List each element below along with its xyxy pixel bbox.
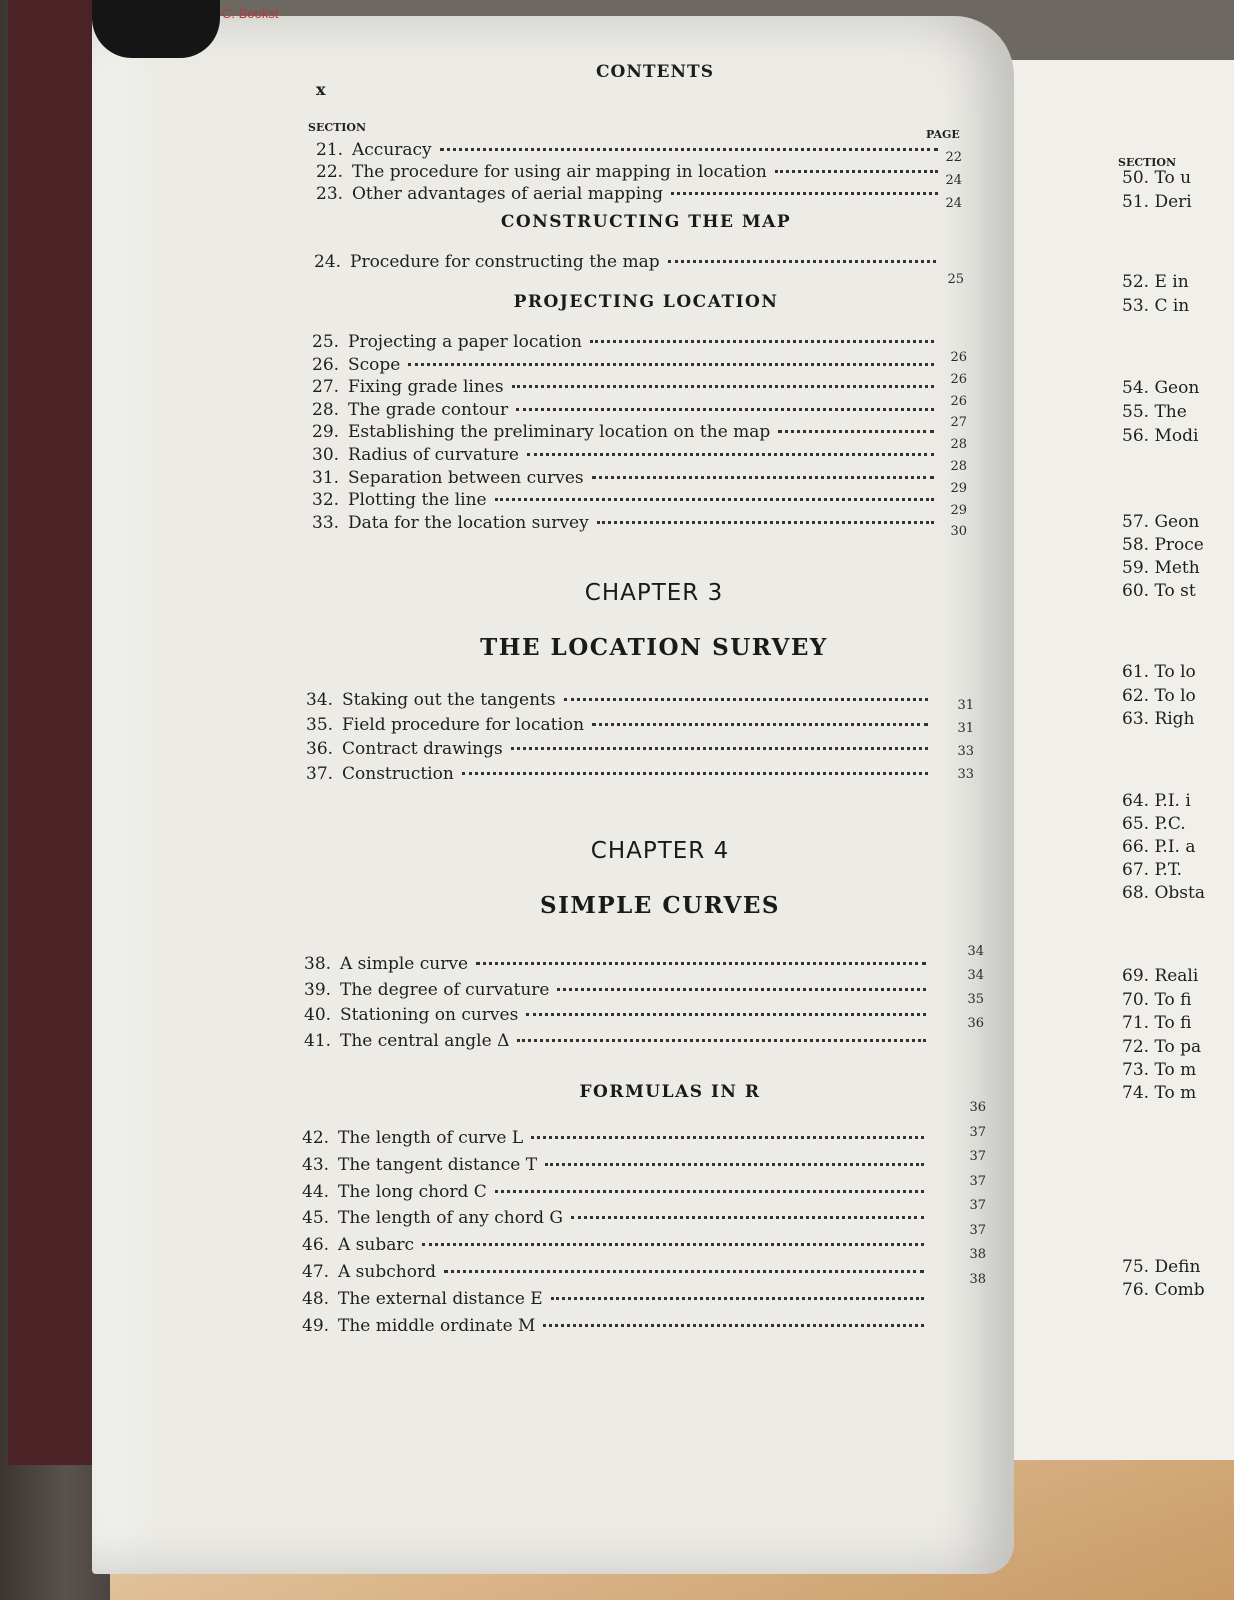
dot-leader [512, 385, 934, 388]
entry-number: 36. [306, 739, 334, 759]
entry-page-number: 34 [967, 968, 984, 983]
entry-number: 29. [312, 422, 340, 443]
toc-entry [312, 490, 942, 510]
dot-leader [476, 962, 926, 965]
entry-page-number: 24 [945, 196, 962, 211]
entry-number: 23. [316, 184, 344, 204]
right-page-entry: 52. E in [1122, 272, 1189, 292]
section-column-header: SECTION [308, 121, 367, 134]
entry-title: Procedure for constructing the map [350, 252, 660, 272]
right-page-entry: 74. To m [1122, 1083, 1197, 1103]
entry-number: 44. [302, 1181, 330, 1202]
entry-page-number: 37 [969, 1149, 986, 1164]
toc-entry [316, 140, 946, 160]
entry-title: Accuracy [352, 140, 432, 160]
entry-page-number: 36 [969, 1100, 986, 1115]
entry-title: Stationing on curves [340, 1005, 519, 1025]
right-page-entry: 57. Geon [1122, 512, 1200, 532]
right-page-section-header: SECTION [1118, 156, 1177, 169]
entry-page-number: 29 [950, 480, 967, 496]
toc-entry [304, 980, 934, 1000]
right-page-entry: 63. Righ [1122, 709, 1195, 729]
entry-title: Plotting the line [348, 490, 487, 511]
right-page-entry: 65. P.C. [1122, 814, 1186, 834]
entry-title: The central angle Δ [340, 1030, 510, 1051]
dot-leader [668, 260, 936, 263]
toc-entry [312, 513, 942, 533]
toc-entry [316, 184, 946, 204]
entry-title: Establishing the preliminary location on the map [348, 422, 771, 443]
entry-title: The length of curve L [338, 1128, 524, 1148]
entry-page-number: 37 [969, 1198, 986, 1213]
right-page-entry: 60. To st [1122, 581, 1196, 601]
dot-leader [422, 1243, 924, 1246]
right-page-entry: 72. To pa [1122, 1037, 1202, 1057]
entry-title: Scope [348, 354, 401, 375]
dot-leader [551, 1297, 924, 1300]
entry-page-number: 29 [950, 502, 967, 518]
entry-number: 45. [302, 1208, 330, 1229]
toc-entry [312, 422, 942, 442]
dot-leader [526, 1013, 926, 1016]
entry-title: A subarc [338, 1235, 415, 1256]
right-page-entry: 76. Comb [1122, 1280, 1205, 1300]
entry-title: The middle ordinate M [338, 1315, 536, 1336]
toc-entry [306, 764, 936, 784]
entry-number: 37. [306, 763, 334, 784]
entry-title: Data for the location survey [348, 512, 589, 533]
entry-title: The procedure for using air mapping in location [352, 162, 767, 182]
entry-page-number: 28 [950, 437, 967, 453]
entry-title: Other advantages of aerial mapping [352, 184, 664, 204]
entry-page-number: 25 [947, 272, 964, 287]
dot-leader [516, 408, 934, 411]
running-title: CONTENTS [596, 62, 714, 82]
entry-page-number: 28 [950, 459, 967, 474]
dot-leader [408, 363, 934, 366]
dot-leader [462, 772, 928, 775]
toc-entry [312, 355, 942, 375]
entry-title: Radius of curvature [348, 445, 519, 465]
toc-entry [312, 332, 942, 352]
entry-page-number: 26 [950, 393, 967, 409]
toc-entry [304, 954, 934, 974]
entry-title: A subchord [338, 1262, 436, 1282]
entry-page-number: 26 [950, 371, 967, 387]
entry-title: Staking out the tangents [342, 690, 556, 710]
toc-entry [306, 739, 936, 759]
binder-clip [92, 0, 220, 58]
toc-entry [302, 1316, 932, 1336]
right-page-entry: 58. Proce [1122, 535, 1204, 555]
entry-title: The tangent distance T [338, 1154, 538, 1175]
entry-page-number: 27 [950, 415, 967, 431]
entry-title: The grade contour [348, 399, 509, 420]
entry-page-number: 24 [945, 173, 962, 188]
dot-leader [444, 1270, 924, 1273]
chapter-3-title: THE LOCATION SURVEY [480, 634, 828, 661]
entry-number: 27. [312, 377, 340, 398]
entry-page-number: 31 [957, 698, 974, 713]
toc-entry [312, 445, 942, 465]
dot-leader [527, 453, 934, 456]
dot-leader [590, 340, 934, 343]
entry-number: 22. [316, 162, 344, 182]
toc-entry [302, 1155, 932, 1175]
entry-title: Field procedure for location [342, 714, 585, 735]
right-page-entry: 66. P.I. a [1122, 837, 1196, 857]
entry-number: 30. [312, 445, 340, 465]
entry-number: 28. [312, 399, 340, 420]
entry-number: 31. [312, 467, 340, 488]
toc-entry [302, 1182, 932, 1202]
entry-title: The length of any chord G [338, 1208, 563, 1229]
right-page-entry: 68. Obsta [1122, 883, 1205, 903]
toc-entry [302, 1289, 932, 1309]
right-page-entry: 55. The [1122, 402, 1187, 422]
entry-number: 48. [302, 1288, 330, 1309]
right-page-entry: 73. To m [1122, 1060, 1197, 1080]
right-page-entry: 59. Meth [1122, 558, 1200, 578]
entry-page-number: 33 [957, 744, 974, 759]
entry-page-number: 31 [957, 721, 974, 736]
entry-number: 39. [304, 979, 332, 1000]
entry-page-number: 38 [969, 1247, 986, 1262]
entry-page-number: 35 [967, 992, 984, 1007]
dot-leader [557, 988, 926, 991]
page-column-header: PAGE [926, 128, 960, 141]
entry-title: Fixing grade lines [348, 377, 504, 398]
dot-leader [597, 521, 934, 524]
entry-page-number: 37 [969, 1222, 986, 1238]
entry-number: 40. [304, 1005, 332, 1025]
entry-number: 42. [302, 1128, 330, 1148]
dot-leader [495, 498, 934, 501]
dot-leader [517, 1039, 926, 1042]
dot-leader [440, 148, 938, 151]
right-page-entry: 61. To lo [1122, 662, 1196, 682]
entry-title: Separation between curves [348, 467, 584, 488]
entry-title: Projecting a paper location [348, 332, 582, 352]
toc-entry [302, 1208, 932, 1228]
entry-number: 47. [302, 1262, 330, 1282]
entry-title: The degree of curvature [340, 979, 550, 1000]
toc-entry [314, 252, 944, 272]
toc-entry [302, 1235, 932, 1255]
entry-title: Construction [342, 763, 454, 784]
dot-leader [592, 723, 928, 726]
label-strip: C. Bookst [222, 6, 279, 21]
right-page-entry: 50. To u [1122, 168, 1192, 188]
dot-leader [531, 1136, 924, 1139]
entry-number: 32. [312, 490, 340, 511]
entry-page-number: 30 [950, 524, 967, 540]
toc-entry [302, 1262, 932, 1282]
section-heading-projecting: PROJECTING LOCATION [513, 292, 779, 312]
page-number: x [316, 80, 326, 99]
entry-page-number: 33 [957, 767, 974, 782]
entry-number: 24. [314, 252, 342, 272]
dot-leader [775, 170, 938, 173]
entry-number: 43. [302, 1154, 330, 1175]
dot-leader [592, 476, 934, 479]
chapter-3-label: CHAPTER 3 [584, 580, 724, 606]
right-page-entry: 75. Defin [1122, 1257, 1201, 1277]
toc-entry [312, 377, 942, 397]
right-page-entry: 51. Deri [1122, 192, 1192, 212]
right-page-entry: 64. P.I. i [1122, 791, 1191, 811]
right-page [1010, 60, 1234, 1460]
dot-leader [564, 698, 928, 701]
right-page-entry: 56. Modi [1122, 426, 1199, 446]
right-page-entry: 53. C in [1122, 296, 1190, 316]
entry-number: 34. [306, 690, 334, 710]
section-heading-formulas: FORMULAS IN R [579, 1082, 761, 1102]
entry-page-number: 34 [967, 944, 984, 959]
entry-number: 38. [304, 954, 332, 974]
toc-entry [306, 715, 936, 735]
chapter-4-title: SIMPLE CURVES [540, 892, 780, 919]
dot-leader [495, 1190, 924, 1193]
toc-entry [306, 690, 936, 710]
entry-title: The external distance E [338, 1288, 543, 1309]
dot-leader [511, 747, 928, 750]
dot-leader [778, 430, 934, 433]
entry-number: 35. [306, 714, 334, 735]
entry-page-number: 22 [945, 150, 962, 165]
right-page-entry: 70. To fi [1122, 990, 1192, 1010]
entry-title: A simple curve [340, 954, 469, 974]
entry-number: 21. [316, 140, 344, 160]
right-page-entry: 54. Geon [1122, 378, 1200, 398]
chapter-4-label: CHAPTER 4 [590, 838, 730, 864]
entry-page-number: 26 [950, 350, 967, 365]
dot-leader [671, 192, 938, 195]
entry-title: Contract drawings [342, 739, 503, 759]
left-page [92, 16, 1014, 1574]
entry-number: 49. [302, 1315, 330, 1336]
toc-entry [312, 468, 942, 488]
toc-entry [304, 1031, 934, 1051]
entry-title: The long chord C [338, 1181, 487, 1202]
entry-page-number: 37 [969, 1173, 986, 1189]
entry-page-number: 38 [969, 1271, 986, 1287]
entry-page-number: 37 [969, 1124, 986, 1140]
dot-leader [571, 1216, 924, 1219]
right-page-entry: 69. Reali [1122, 966, 1199, 986]
toc-entry [304, 1005, 934, 1025]
toc-entry [302, 1128, 932, 1148]
right-page-entry: 67. P.T. [1122, 860, 1183, 880]
entry-page-number: 36 [967, 1016, 984, 1031]
entry-number: 26. [312, 354, 340, 375]
dot-leader [545, 1163, 924, 1166]
entry-number: 41. [304, 1030, 332, 1051]
toc-entry [312, 400, 942, 420]
section-heading-map: CONSTRUCTING THE MAP [500, 212, 792, 232]
right-page-entry: 71. To fi [1122, 1013, 1192, 1033]
entry-number: 33. [312, 512, 340, 533]
toc-entry [316, 162, 946, 182]
entry-number: 46. [302, 1235, 330, 1256]
dot-leader [543, 1324, 924, 1327]
entry-number: 25. [312, 332, 340, 352]
right-page-entry: 62. To lo [1122, 686, 1196, 706]
